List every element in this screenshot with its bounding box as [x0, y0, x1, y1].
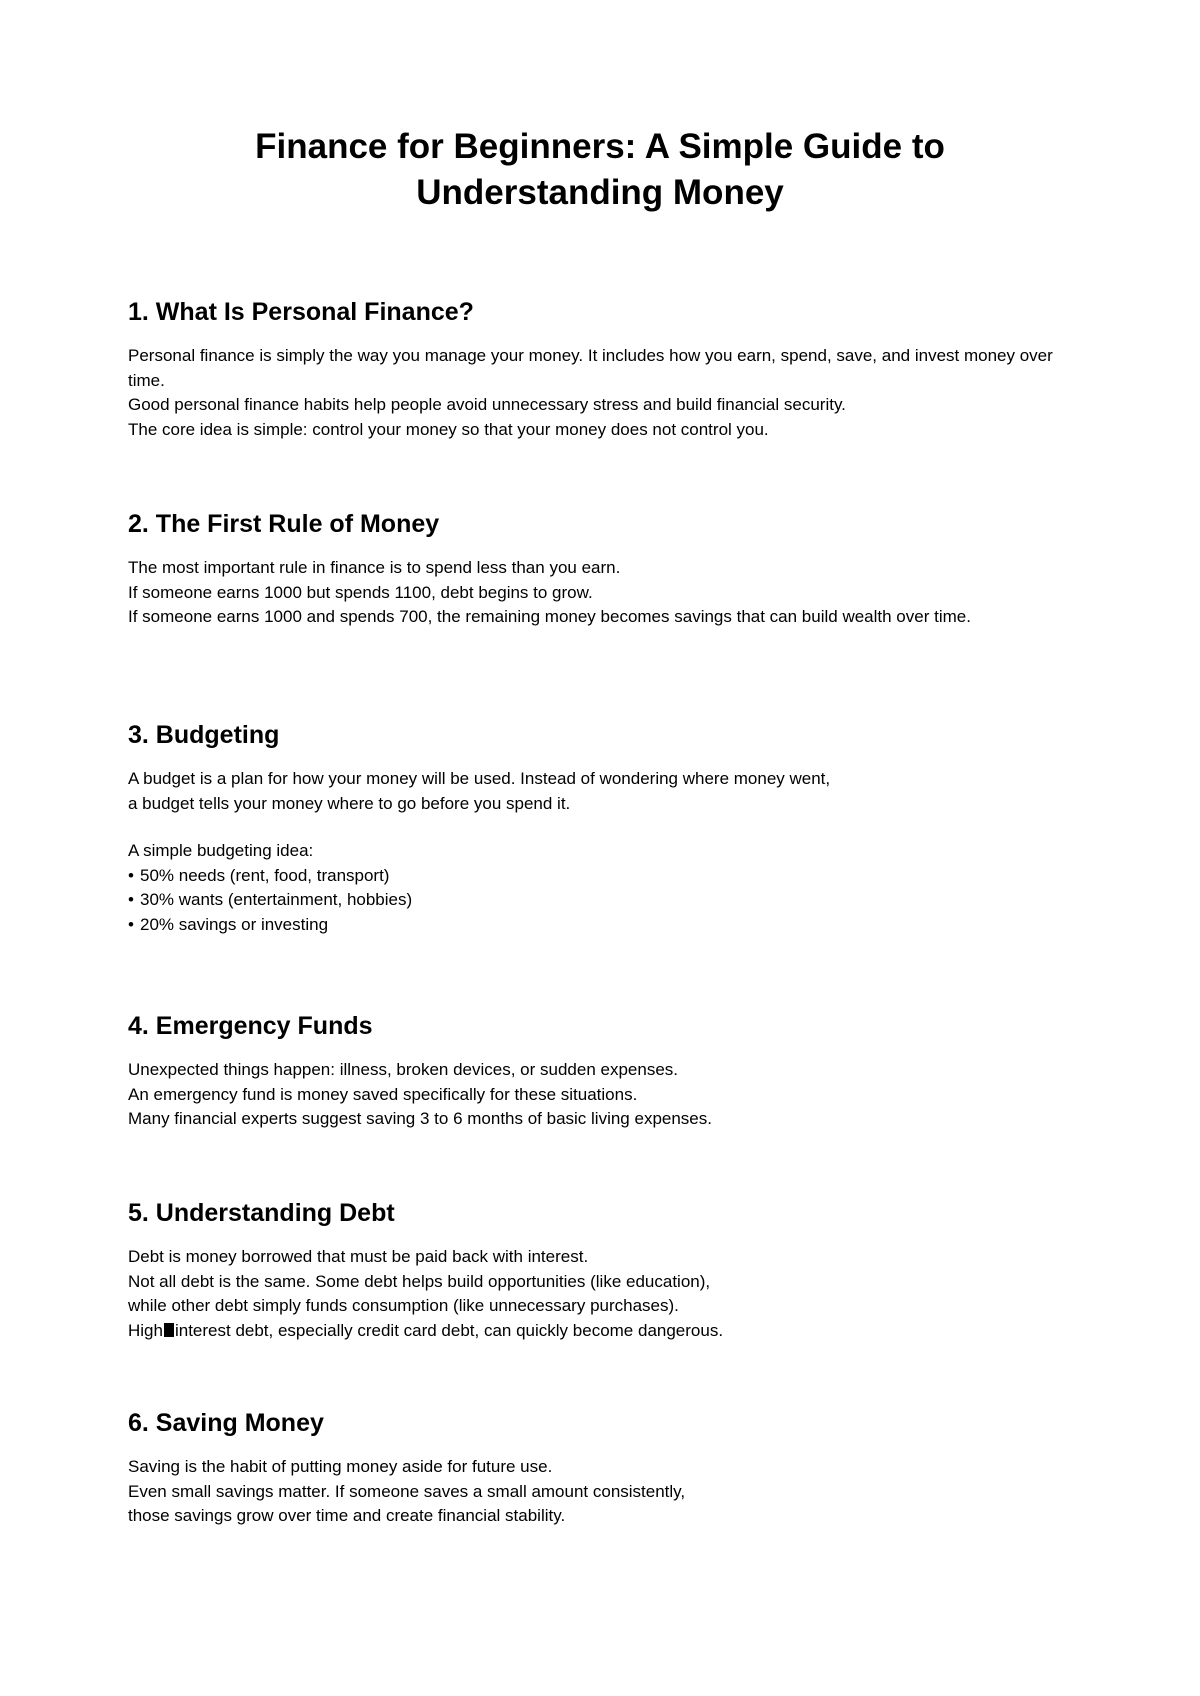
- section-heading: 5. Understanding Debt: [128, 1199, 395, 1227]
- list-item-text: 20% savings or investing: [140, 914, 329, 934]
- paragraph-line: Not all debt is the same. Some debt helps build opportunities (like education),: [128, 1271, 711, 1291]
- paragraph-line: If someone earns 1000 but spends 1100, debt begins to grow.: [128, 582, 593, 602]
- section-heading: 4. Emergency Funds: [128, 1012, 373, 1040]
- section-emergency-funds: [128, 1010, 1088, 1132]
- paragraph-line: Unexpected things happen: illness, broken devices, or sudden expenses.: [128, 1060, 679, 1079]
- paragraph-line: Many financial experts suggest saving 3 to 6 months of basic living expenses.: [128, 1109, 712, 1128]
- section-personal-finance: [128, 296, 1088, 442]
- section-heading: 1. What Is Personal Finance?: [128, 298, 474, 326]
- paragraph-line: An emergency fund is money saved specifically for these situations.: [128, 1084, 638, 1104]
- list-item-text: 50% needs (rent, food, transport): [140, 865, 390, 885]
- list-item: [128, 864, 1088, 889]
- section-saving-money: [128, 1407, 1088, 1529]
- bullet-icon: •: [128, 865, 134, 885]
- paragraph-line: Good personal finance habits help people avoid unnecessary stress and build financial security.: [128, 395, 846, 414]
- paragraph-line: A budget is a plan for how your money will be used. Instead of wondering where money went,: [128, 769, 831, 788]
- section-body: [128, 767, 1088, 937]
- section-body: [128, 344, 1088, 442]
- list-intro: A simple budgeting idea:: [128, 841, 314, 860]
- paragraph-line: Even small savings matter. If someone saves a small amount consistently,: [128, 1481, 686, 1501]
- paragraph-line: Personal finance is simply the way you manage your money. It includes how you earn, spend, save, and invest money over time.: [128, 346, 1053, 390]
- missing-glyph-icon: [164, 1323, 174, 1337]
- document-title: Finance for Beginners: A Simple Guide to Understanding Money: [255, 127, 945, 212]
- paragraph-line: while other debt simply funds consumption (like unnecessary purchases).: [128, 1296, 679, 1315]
- paragraph-gap: [128, 816, 1088, 839]
- paragraph-line: The core idea is simple: control your money so that your money does not control you.: [128, 419, 769, 439]
- list-item: [128, 913, 1088, 938]
- paragraph-line: If someone earns 1000 and spends 700, the remaining money becomes savings that can build wealth over time.: [128, 607, 971, 626]
- section-heading: 3. Budgeting: [128, 721, 280, 749]
- section-understanding-debt: [128, 1197, 1088, 1343]
- section-body: [128, 556, 1088, 630]
- section-body: [128, 1245, 1088, 1343]
- paragraph-line: a budget tells your money where to go before you spend it.: [128, 793, 571, 813]
- paragraph-line: The most important rule in finance is to spend less than you earn.: [128, 558, 621, 577]
- section-body: [128, 1058, 1088, 1132]
- section-body: [128, 1455, 1088, 1529]
- line-end-text: interest debt, especially credit card debt, can quickly become dangerous.: [174, 1320, 724, 1340]
- section-first-rule: [128, 508, 1088, 630]
- section-budgeting: [128, 719, 1088, 937]
- section-heading: 6. Saving Money: [128, 1409, 324, 1437]
- list-item-text: 30% wants (entertainment, hobbies): [140, 890, 413, 909]
- list-item: [128, 888, 1088, 913]
- paragraph-line: [128, 1319, 1088, 1344]
- paragraph-line: Debt is money borrowed that must be paid back with interest.: [128, 1247, 589, 1266]
- paragraph-line: those savings grow over time and create financial stability.: [128, 1506, 566, 1525]
- bullet-icon: •: [128, 890, 134, 909]
- line-start-text: High: [128, 1320, 163, 1340]
- bullet-icon: •: [128, 914, 134, 934]
- section-heading: 2. The First Rule of Money: [128, 510, 440, 538]
- paragraph-line: Saving is the habit of putting money aside for future use.: [128, 1457, 553, 1476]
